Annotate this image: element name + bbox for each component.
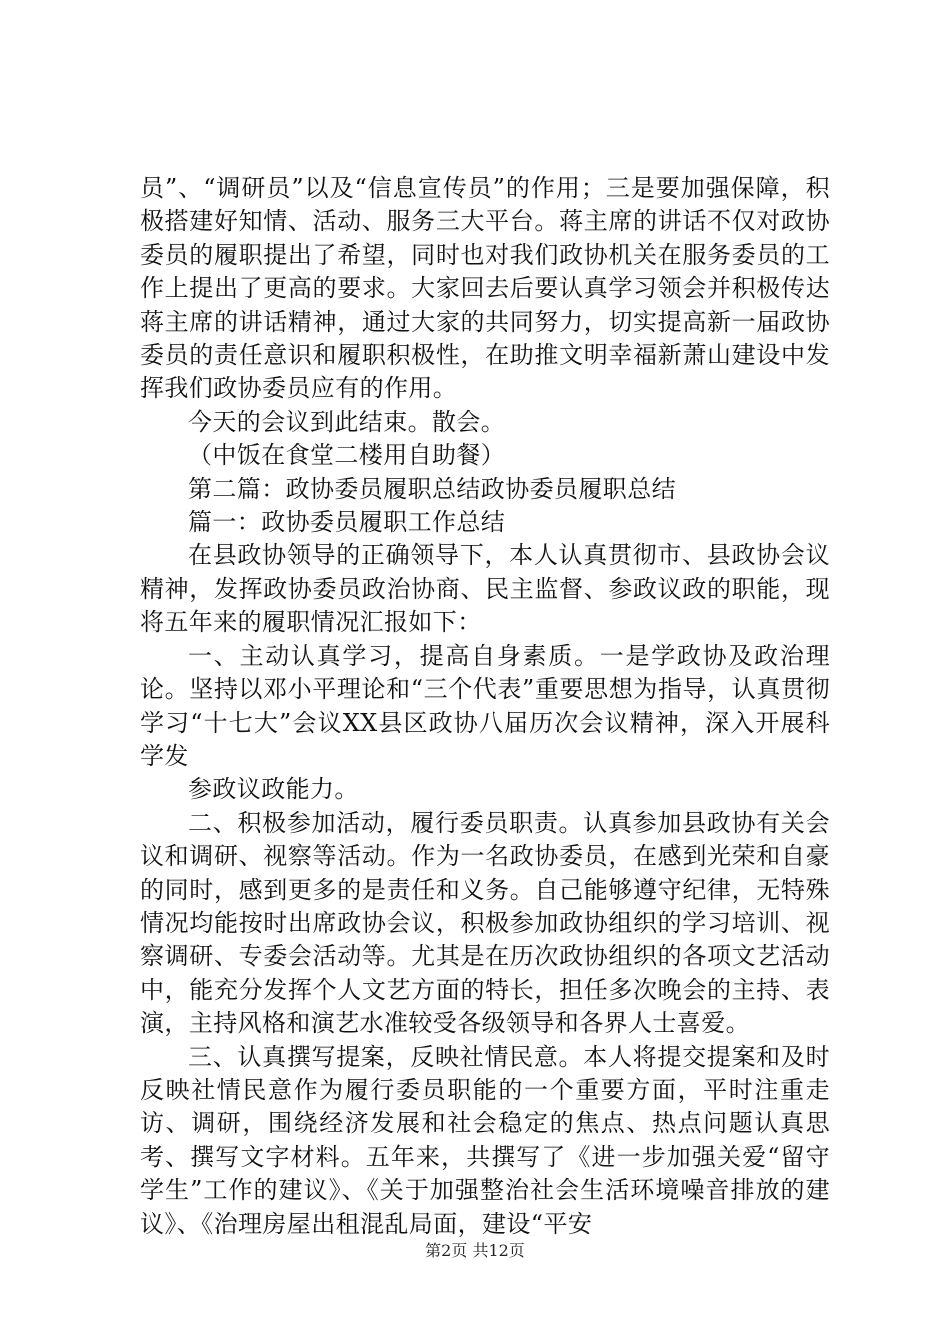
paragraph-fragment: 参政议政能力。 [188, 775, 359, 804]
paragraph-2: 今天的会议到此结束。散会。 [188, 407, 506, 436]
paragraph-point-1: 一、主动认真学习，提高自身素质。一是学政协及政治理论。坚持以邓小平理论和“三个代表”重要思想为指导，认真贯彻学习“十七大”会议XX县区政协八届历次会议精神，深入开展科学发 [140, 641, 830, 770]
subsection-heading-1: 篇一：政协委员履职工作总结 [188, 508, 506, 537]
paragraph-intro: 在县政协领导的正确领导下，本人认真贯彻市、县政协会议精神，发挥政协委员政治协商、民主监督、参政议政的职能，现将五年来的履职情况汇报如下： [140, 541, 830, 637]
paragraph-point-3: 三、认真撰写提案，反映社情民意。本人将提交提案和及时反映社情民意作为履行委员职能的一个重要方面，平时注重走访、调研，围绕经济发展和社会稳定的焦点、热点问题认真思考、撰写文字材料。五年来，共撰写了《进一步加强关爱“留守学生”工作的建议》、《关于加强整治社会生活环境噪音排放的建议》、《治理房屋出租混乱局面，建设“平安 [140, 1042, 830, 1238]
paragraph-point-2: 二、积极参加活动，履行委员职责。认真参加县政协有关会议和调研、视察等活动。作为一名政协委员，在感到光荣和自豪的同时，感到更多的是责任和义务。自己能够遵守纪律，无特殊情况均能按时出席政协会议，积极参加政协组织的学习培训、视察调研、专委会活动等。尤其是在历次政协组织的各项文艺活动中，能充分发挥个人文艺方面的特长，担任多次晚会的主持、表演，主持风格和演艺水准较受各级领导和各界人士喜爱。 [140, 808, 830, 1038]
page-footer: 第2页 共12页 [425, 1241, 525, 1260]
paragraph-3: （中饭在食堂二楼用自助餐） [188, 441, 506, 470]
section-heading-2: 第二篇：政协委员履职总结政协委员履职总结 [188, 474, 676, 503]
paragraph-1: 员”、“调研员”以及“信息宣传员”的作用；三是要加强保障，积极搭建好知情、活动、服务三大平台。蒋主席的讲话不仅对政协委员的履职提出了希望，同时也对我们政协机关在服务委员的工作上提出了更高的要求。大家回去后要认真学习领会并积极传达蒋主席的讲话精神，通过大家的共同努力，切实提高新一届政协委员的责任意识和履职积极性，在助推文明幸福新萧山建设中发挥我们政协委员应有的作用。 [140, 174, 830, 403]
document-body [140, 172, 830, 1241]
